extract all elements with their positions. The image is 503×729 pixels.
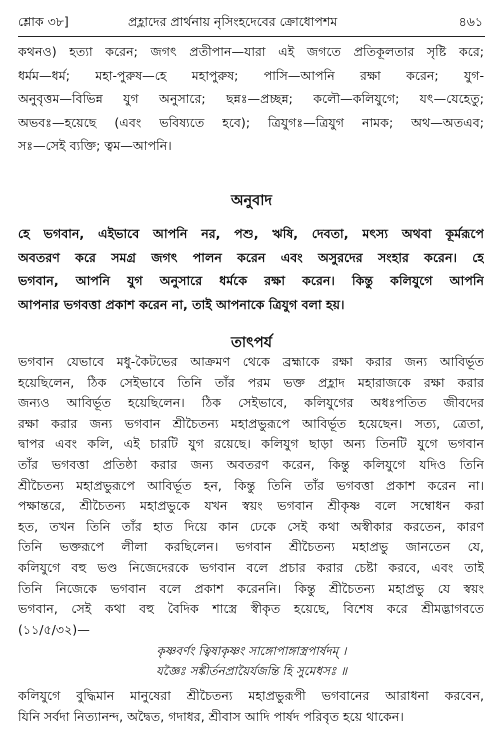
verse-line: যজ্ঞৈঃ সঙ্কীর্তনপ্রায়ৈর্যজন্তি হি সুমেধসঃ ॥ [155,664,347,678]
purport-line: পক্ষান্তরে, শ্রীচৈতন্য মহাপ্রভুকে যখন স্বয়ং ভগবান শ্রীকৃষ্ণ বলে সম্বোধন করা [18,498,484,514]
purport-line: জন্যও আবির্ভূত হয়েছিলেন। ঠিক সেইভাবে, কলিযুগের অধঃপতিত জীবদের [18,395,484,411]
purport-line: রক্ষা করার জন্য ভগবান শ্রীচৈতন্য মহাপ্রভুরূপে আবির্ভূত হয়েছেন। সত্য, ত্রেতা, [18,415,484,431]
translation-heading: অনুবাদ [230,193,273,209]
purport-line: হয়েছিলেন, ঠিক সেইভাবে তিনি তাঁর পরম ভক্ত প্রহ্লাদ মহারাজকে রক্ষা করার [18,374,484,390]
closing-line: কলিযুগে বুদ্ধিমান মানুষেরা শ্রীচৈতন্য মহাপ্রভুরূপী ভগবানের আরাধনা করবেন, [18,688,484,703]
purport-line: কলিযুগে বহু ভণ্ড নিজেদেরকে ভগবান বলে প্রচার করার চেষ্টা করবে, এবং তাই [18,559,484,575]
purport-line: তাঁর ভগবত্তা প্রতিষ্ঠা করার জন্য অবতরণ করেন, কিন্তু কলিযুগে যদিও তিনি [18,456,484,472]
translation-section [18,222,484,316]
closing-line: যিনি সর্বদা নিত্যানন্দ, অদ্বৈত, গদাধর, শ্রীবাস আদি পার্ষদ পরিবৃত হয়ে থাকেন। [18,709,404,724]
chapter-title: প্রহ্লাদের প্রার্থনায় নৃসিংহদেবের ক্রোধোপশম [128,14,338,29]
synonym-line: অনুবৃত্তম—বিভিন্ন যুগ অনুসারে; ছন্নঃ—প্রচ্ছন্ন; কলৌ—কলিযুগে; যৎ—যেহেতু; [18,91,484,106]
purport-line: (১১/৫/৩২)— [18,621,90,637]
purport-line: ভগবান যেভাবে মধু-কৈটভের আক্রমণ থেকে ব্রহ্মাকে রক্ষা করার জন্য আবির্ভূত [18,354,484,369]
synonym-line: অভবঃ—হয়েছে (এবং ভবিষ্যতে হবে); ত্রিযুগঃ—ত্রিযুগ নামক; অথ—অতএব; [18,114,484,130]
translation-line: অবতরণ করে সমগ্র জগৎ পালন করেন এবং অসুরদের সংহার করেন। হে [18,249,484,265]
translation-line: ভগবান, আপনি যুগ অনুসারে ধর্মকে রক্ষা করেন। কিন্তু কলিযুগে আপনি [18,273,484,288]
purport-line: শ্রীচৈতন্য মহাপ্রভুরূপে আবির্ভূত হন, কিন্তু তিনি তাঁর ভগবত্তা প্রকাশ করেন না। [18,477,484,493]
synonym-line: সঃ—সেই ব্যক্তি; ত্বম—আপনি। [18,138,172,153]
purport-line: দ্বাপর এবং কলি, এই চারটি যুগ রয়েছে। কলিযুগ ছাড়া অন্য তিনটি যুগে ভগবান [18,436,484,452]
purport-line: তিনি নিজেকে ভগবান বলে প্রকাশ করেননি। কিন্তু শ্রীচৈতন্য মহাপ্রভু যে স্বয়ং [18,580,484,596]
purport-line: তিনি ভক্তরূপে লীলা করছিলেন। ভগবান শ্রীচৈতন্য মহাপ্রভু জানতেন যে, [18,539,484,555]
synonym-line: কথনও) হত্যা করেন; জগৎ প্রতীপান—যারা এই জগতে প্রতিকূলতার সৃষ্টি করে; [18,44,484,59]
header-rule [18,36,485,37]
purport-line: হত, তখন তিনি তাঁর হাত দিয়ে কান ঢেকে সেই কথা অস্বীকার করতেন, কারণ [18,518,484,534]
translation-line: হে ভগবান, এইভাবে আপনি নর, পশু, ঋষি, দেবতা, মৎস্য অথবা কূর্মরূপে [18,226,484,241]
synonyms-section [18,40,484,158]
chapter-reference: শ্লোক ৩৮] [18,14,69,29]
purport-heading: তাৎপর্য [230,335,273,351]
purport-line: ভগবান, সেই কথা বহু বৈদিক শাস্ত্রে স্বীকৃত হয়েছে, বিশেষ করে শ্রীমদ্ভাগবতে [18,601,484,617]
purport-section [18,352,484,640]
page-number: ৪৬১ [458,14,483,29]
synonym-line: ধর্মম—ধর্ম; মহা-পুরুষ—হে মহাপুরুষ; পাসি—আপনি রক্ষা করেন; যুগ- [18,67,484,83]
verse-line: কৃষ্ণবর্ণং ত্বিষাকৃষ্ণং সাঙ্গোপাঙ্গাস্ত্রপার্ষদম্‌ । [156,644,347,658]
page-header [18,14,485,36]
translation-line: আপনার ভগবত্তা প্রকাশ করেন না, তাই আপনাকে ত্রিযুগ বলা হয়। [18,296,345,312]
